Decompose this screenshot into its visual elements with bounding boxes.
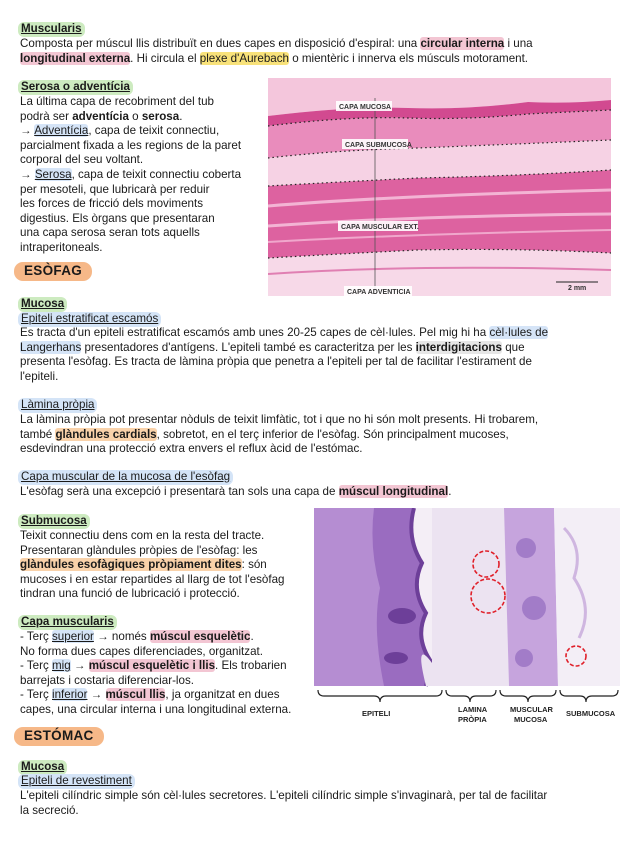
subheading-capa-muscular-mucosa: Capa muscular de la mucosa de l'esòfag (18, 470, 233, 485)
heading-capa-muscularis: Capa muscularis (18, 615, 117, 630)
line: glàndules esofàgiques pròpiament dites: són (20, 558, 267, 572)
highlight-interdigitacions: interdigitacions (415, 340, 502, 354)
subheading-epiteli-estratificat: Epiteli estratificat escamós (18, 312, 161, 327)
label-capa-submucosa: CAPA SUBMUCOSA (345, 142, 412, 149)
histology-figure-esophagus-mucosa (314, 508, 620, 752)
micrograph-image (314, 508, 620, 752)
line: Es tracta d'un epiteli estratificat escamós amb unes 20-25 capes de cèl·lules. Pel mig hi ha cèl·lules de (20, 326, 549, 339)
highlight-glandules-cardials: glàndules cardials (55, 427, 157, 441)
highlight-plexe: plexe d'Aurebach (199, 51, 289, 65)
highlight-musc-longitudinal: múscul longitudinal (338, 485, 449, 498)
paragraph-capa-muscularis (20, 630, 312, 718)
line: presenta l'esòfag. Es tracta de làmina pròpia que penetra a l'epiteli per tal de facilitar l'estirament de (20, 355, 532, 369)
label-scale: 2 mm (568, 285, 587, 292)
highlight-circular-interna: circular interna (420, 37, 505, 50)
line: La làmina pròpia pot presentar nòduls de teixit limfàtic, tot i que no hi són molt presents. Hi trobarem, (20, 413, 539, 426)
line: la secreció. (20, 803, 79, 817)
line: podrà ser adventícia o serosa. (20, 109, 183, 123)
line: barrejats i costaria diferenciar-los. (20, 673, 194, 687)
heading-serosa: Serosa o adventícia (18, 80, 133, 95)
line: La última capa de recobriment del tub (20, 95, 214, 108)
line: una capa serosa seran tots aquells (20, 226, 200, 240)
line: longitudinal externa. Hi circula el plexe d'Aurebach o mientèric i innerva els músculs motorament. (20, 51, 529, 65)
histology-image (268, 78, 611, 296)
line: Presentaran glàndules pròpies de l'esòfag: les (20, 543, 258, 557)
histology-figure-esophagus-layers (268, 78, 611, 296)
paragraph-submucosa (20, 529, 312, 602)
line: tindran una funció de lubricació i protecció. (20, 587, 240, 601)
line: - Terç mig → múscul esquelètic i llis. Els trobarien (20, 659, 287, 673)
line: L'epiteli cilíndric simple són cèl·lules secretores. L'epiteli cilíndric simple s'invaginarà, per tal de facilitar (20, 789, 548, 802)
highlight-longitudinal-externa: longitudinal externa (20, 51, 131, 65)
label-epiteli: EPITELI (362, 709, 391, 718)
label-mucosa: MUCOSA (514, 715, 548, 724)
line: No forma dues capes diferenciades, organitzat. (20, 644, 263, 658)
heading-muscularis: Muscularis (18, 22, 85, 37)
paragraph-estomac-epiteli (20, 789, 620, 818)
section-pill-estomac: ESTÓMAC (14, 727, 104, 746)
line: també glàndules cardials, sobretot, en el terç inferior de l'esòfag. Són principalment mucoses, (20, 427, 509, 441)
line: les forces de fricció dels moviments (20, 197, 203, 211)
label-submucosa: SUBMUCOSA (566, 709, 616, 718)
label-lamina: LAMINA (458, 705, 488, 714)
label-capa-adventicia: CAPA ADVENTICIA (347, 289, 411, 296)
subheading-epiteli-revestiment: Epiteli de revestiment (18, 774, 135, 789)
subheading-lamina-propia: Làmina pròpia (18, 398, 97, 413)
paragraph-serosa (20, 95, 270, 256)
line: Teixit connectiu dens com en la resta del tracte. (20, 529, 265, 542)
heading-esofag-mucosa: Mucosa (18, 297, 67, 312)
line: l'epiteli. (20, 369, 59, 383)
line: capes, una circular interna i una longitudinal externa. (20, 702, 292, 716)
paragraph-muscularis (20, 37, 620, 66)
line: Composta per múscul llis distribuït en dues capes en disposició d'espiral: una circular interna i una (20, 37, 533, 50)
label-muscular: MUSCULAR (510, 705, 553, 714)
line: - Terç superior → només múscul esquelètic. (20, 630, 254, 643)
line: - Terç inferior → múscul llis, ja organitzat en dues (20, 688, 280, 702)
heading-submucosa: Submucosa (18, 514, 90, 529)
line: per mesoteli, que lubricarà per reduir (20, 182, 210, 196)
label-capa-mucosa: CAPA MUCOSA (339, 104, 392, 111)
heading-estomac-mucosa: Mucosa (18, 760, 67, 775)
paragraph-lamina (20, 413, 620, 457)
paragraph-muscular-mucosa (20, 485, 620, 500)
line: intraperitoneals. (20, 240, 103, 254)
line: esdevindran una protecció extra envers el reflux àcid de l'estómac. (20, 442, 363, 456)
line: parcialment fixada a les regions de la paret (20, 138, 242, 152)
highlight-langerhans: cèl·lules de (489, 326, 549, 339)
highlight-glandules-esofagiques: glàndules esofàgiques pròpiament dites (20, 558, 242, 572)
term-serosa: Serosa (34, 167, 72, 181)
line: → Adventícia, capa de teixit connectiu, (20, 124, 220, 138)
line: digestius. Els òrgans que presentaran (20, 211, 215, 225)
paragraph-epiteli (20, 326, 620, 384)
label-capa-muscular: CAPA MUSCULAR EXT. (341, 224, 419, 231)
line: mucoses i en estar repartides al llarg de tot l'esòfag (20, 572, 285, 586)
line: L'esòfag serà una excepció i presentarà tan sols una capa de múscul longitudinal. (20, 485, 452, 498)
line: corporal del seu voltant. (20, 153, 144, 167)
term-adventicia: Adventícia (34, 124, 89, 138)
section-pill-esofag: ESÒFAG (14, 262, 92, 281)
label-propia: PRÒPIA (458, 715, 487, 724)
line: Langerhans presentadores d'antígens. L'epiteli també es caracteritza per les interdigitacions que (20, 340, 525, 354)
line: → Serosa, capa de teixit connectiu coberta (20, 167, 242, 181)
